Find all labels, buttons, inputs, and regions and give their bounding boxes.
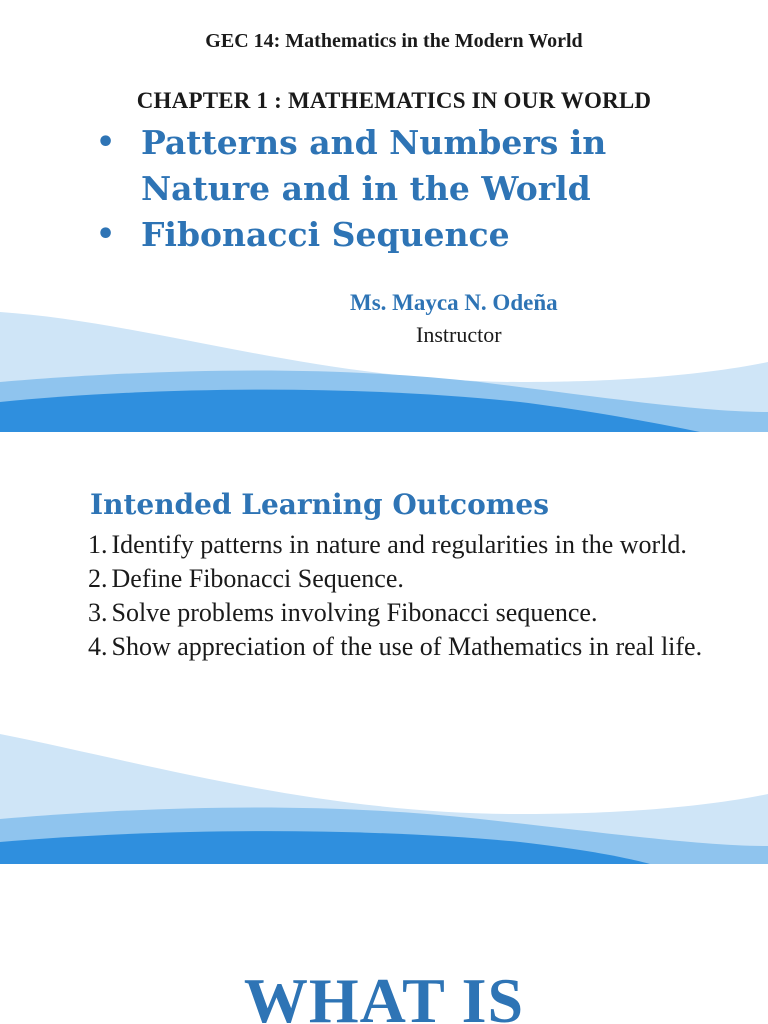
wave-decoration [0,302,768,432]
topic-list [96,120,736,258]
outcome-number: 4. [88,632,108,661]
outcome-text: Identify patterns in nature and regularities in the world. [111,530,687,559]
section-heading: WHAT IS [243,965,525,1024]
wave-decoration [0,734,768,864]
outcome-item [88,630,708,664]
topic-line: Nature and in the World [141,169,591,208]
outcome-number: 3. [88,598,108,627]
section-slide [0,864,768,1024]
bullet-icon: • [96,125,116,160]
outcome-item [88,562,708,596]
topic-line: Fibonacci Sequence [141,215,510,254]
outcomes-slide [0,432,768,864]
course-title: GEC 14: Mathematics in the Modern World [205,30,583,52]
outcomes-title: Intended Learning Outcomes [90,488,549,521]
chapter-title: CHAPTER 1 : MATHEMATICS IN OUR WORLD [136,88,652,113]
instructor-role: Instructor [416,322,502,347]
instructor-name: Ms. Mayca N. Odeña [350,290,558,315]
topic-item [96,212,736,258]
title-slide [0,0,768,432]
outcome-item [88,528,708,562]
outcome-number: 2. [88,564,108,593]
outcomes-list [88,528,708,664]
bullet-icon: • [96,217,116,252]
topic-item [96,120,736,212]
outcome-text: Solve problems involving Fibonacci sequence. [111,598,598,627]
outcome-text: Show appreciation of the use of Mathematics in real life. [111,632,703,661]
outcome-item [88,596,708,630]
topic-line: Patterns and Numbers in [141,123,607,162]
outcome-number: 1. [88,530,108,559]
outcome-text: Define Fibonacci Sequence. [111,564,404,593]
